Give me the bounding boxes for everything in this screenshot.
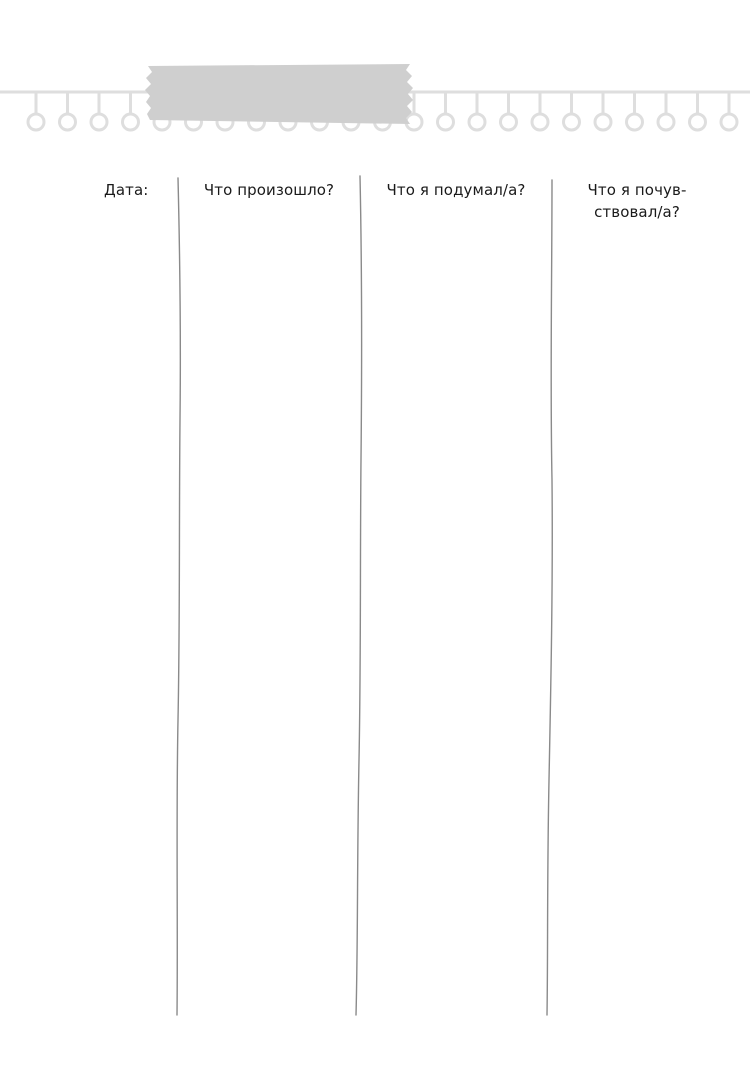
column-header-what-i-thought: Что я подумал/а? bbox=[386, 181, 526, 199]
column-divider-3 bbox=[547, 180, 552, 1015]
column-header-what-happened: Что произошло? bbox=[203, 181, 335, 199]
binding-ring bbox=[438, 114, 454, 130]
binding-ring bbox=[123, 114, 139, 130]
column-divider-1 bbox=[177, 178, 180, 1015]
binding-ring bbox=[658, 114, 674, 130]
binding-ring bbox=[690, 114, 706, 130]
binding-ring bbox=[91, 114, 107, 130]
binding-ring bbox=[28, 114, 44, 130]
binding-ring bbox=[627, 114, 643, 130]
binding-ring bbox=[564, 114, 580, 130]
binding-ring bbox=[595, 114, 611, 130]
column-header-what-i-felt: Что я почув- ствовал/а? bbox=[587, 181, 687, 221]
binding-ring bbox=[469, 114, 485, 130]
column-header-date: Дата: bbox=[104, 181, 149, 199]
column-divider-2 bbox=[356, 176, 362, 1015]
washi-tape bbox=[145, 64, 413, 124]
binding-ring bbox=[532, 114, 548, 130]
binding-ring bbox=[60, 114, 76, 130]
binding-ring bbox=[501, 114, 517, 130]
binding-ring bbox=[721, 114, 737, 130]
